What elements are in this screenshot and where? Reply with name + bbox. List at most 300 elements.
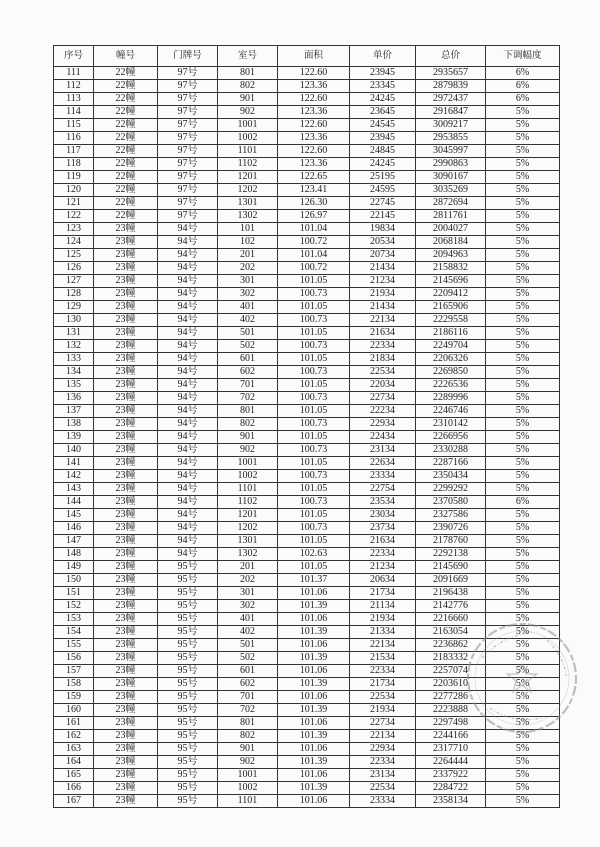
cell-seq: 141: [54, 457, 94, 470]
cell-reduction: 5%: [486, 717, 560, 730]
cell-room: 902: [218, 756, 278, 769]
cell-building: 22幢: [94, 210, 158, 223]
cell-total-price: 2277286: [416, 691, 486, 704]
cell-room: 1001: [218, 457, 278, 470]
cell-building: 23幢: [94, 366, 158, 379]
cell-unit-price: 21934: [350, 613, 416, 626]
cell-area: 101.05: [278, 353, 350, 366]
cell-seq: 118: [54, 158, 94, 171]
cell-seq: 155: [54, 639, 94, 652]
cell-door-number: 95号: [158, 574, 218, 587]
cell-door-number: 94号: [158, 327, 218, 340]
cell-area: 101.05: [278, 275, 350, 288]
cell-area: 100.72: [278, 236, 350, 249]
cell-area: 101.05: [278, 509, 350, 522]
cell-area: 122.60: [278, 67, 350, 80]
cell-area: 101.39: [278, 626, 350, 639]
cell-room: 802: [218, 730, 278, 743]
cell-room: 1301: [218, 535, 278, 548]
cell-reduction: 5%: [486, 249, 560, 262]
cell-reduction: 5%: [486, 795, 560, 808]
cell-unit-price: 21434: [350, 262, 416, 275]
cell-room: 402: [218, 314, 278, 327]
cell-area: 100.73: [278, 366, 350, 379]
cell-unit-price: 22434: [350, 431, 416, 444]
cell-building: 22幢: [94, 184, 158, 197]
cell-door-number: 94号: [158, 535, 218, 548]
table-row: [54, 678, 560, 691]
cell-reduction: 5%: [486, 652, 560, 665]
cell-reduction: 5%: [486, 379, 560, 392]
cell-area: 100.73: [278, 522, 350, 535]
cell-room: 501: [218, 639, 278, 652]
cell-building: 23幢: [94, 457, 158, 470]
cell-unit-price: 23134: [350, 444, 416, 457]
cell-area: 101.05: [278, 483, 350, 496]
cell-area: 100.73: [278, 288, 350, 301]
cell-reduction: 5%: [486, 691, 560, 704]
cell-building: 23幢: [94, 574, 158, 587]
cell-door-number: 97号: [158, 158, 218, 171]
cell-area: 101.06: [278, 795, 350, 808]
cell-room: 901: [218, 93, 278, 106]
cell-room: 1002: [218, 470, 278, 483]
cell-seq: 131: [54, 327, 94, 340]
cell-total-price: 2244166: [416, 730, 486, 743]
cell-seq: 120: [54, 184, 94, 197]
cell-building: 23幢: [94, 782, 158, 795]
cell-door-number: 94号: [158, 223, 218, 236]
cell-door-number: 94号: [158, 548, 218, 561]
cell-reduction: 5%: [486, 522, 560, 535]
cell-seq: 153: [54, 613, 94, 626]
cell-building: 23幢: [94, 327, 158, 340]
cell-room: 602: [218, 678, 278, 691]
cell-building: 23幢: [94, 314, 158, 327]
cell-total-price: 2337922: [416, 769, 486, 782]
cell-seq: 126: [54, 262, 94, 275]
cell-unit-price: 22334: [350, 340, 416, 353]
cell-building: 23幢: [94, 522, 158, 535]
cell-building: 23幢: [94, 665, 158, 678]
cell-reduction: 5%: [486, 457, 560, 470]
cell-building: 23幢: [94, 288, 158, 301]
cell-building: 23幢: [94, 431, 158, 444]
cell-total-price: 2206326: [416, 353, 486, 366]
cell-door-number: 97号: [158, 184, 218, 197]
cell-room: 201: [218, 561, 278, 574]
cell-reduction: 5%: [486, 288, 560, 301]
cell-room: 1302: [218, 210, 278, 223]
cell-room: 901: [218, 743, 278, 756]
cell-reduction: 5%: [486, 301, 560, 314]
cell-total-price: 2158832: [416, 262, 486, 275]
cell-door-number: 95号: [158, 613, 218, 626]
cell-unit-price: 22934: [350, 418, 416, 431]
cell-reduction: 5%: [486, 509, 560, 522]
cell-seq: 113: [54, 93, 94, 106]
cell-seq: 115: [54, 119, 94, 132]
cell-reduction: 5%: [486, 769, 560, 782]
cell-building: 23幢: [94, 405, 158, 418]
cell-building: 23幢: [94, 496, 158, 509]
cell-area: 101.06: [278, 639, 350, 652]
cell-unit-price: 21634: [350, 327, 416, 340]
cell-door-number: 94号: [158, 457, 218, 470]
cell-building: 23幢: [94, 223, 158, 236]
table-row: [54, 509, 560, 522]
cell-unit-price: 22145: [350, 210, 416, 223]
table-row: [54, 171, 560, 184]
cell-total-price: 2264444: [416, 756, 486, 769]
cell-building: 23幢: [94, 275, 158, 288]
cell-seq: 119: [54, 171, 94, 184]
table-row: [54, 249, 560, 262]
cell-building: 22幢: [94, 171, 158, 184]
cell-seq: 132: [54, 340, 94, 353]
cell-reduction: 5%: [486, 340, 560, 353]
cell-building: 23幢: [94, 613, 158, 626]
cell-total-price: 2390726: [416, 522, 486, 535]
cell-door-number: 94号: [158, 262, 218, 275]
cell-unit-price: 23534: [350, 496, 416, 509]
cell-seq: 129: [54, 301, 94, 314]
cell-unit-price: 19834: [350, 223, 416, 236]
cell-area: 100.73: [278, 392, 350, 405]
cell-room: 401: [218, 301, 278, 314]
cell-area: 123.41: [278, 184, 350, 197]
cell-area: 101.04: [278, 249, 350, 262]
table-row: [54, 327, 560, 340]
cell-area: 122.65: [278, 171, 350, 184]
cell-building: 23幢: [94, 340, 158, 353]
cell-room: 102: [218, 236, 278, 249]
cell-total-price: 2229558: [416, 314, 486, 327]
cell-seq: 137: [54, 405, 94, 418]
cell-total-price: 3045997: [416, 145, 486, 158]
table-row: [54, 197, 560, 210]
cell-seq: 160: [54, 704, 94, 717]
cell-seq: 144: [54, 496, 94, 509]
cell-reduction: 5%: [486, 119, 560, 132]
cell-room: 1002: [218, 132, 278, 145]
header-total-price: 总价: [416, 46, 486, 67]
cell-reduction: 5%: [486, 236, 560, 249]
cell-seq: 158: [54, 678, 94, 691]
cell-total-price: 2209412: [416, 288, 486, 301]
cell-unit-price: 21734: [350, 678, 416, 691]
cell-building: 23幢: [94, 301, 158, 314]
cell-building: 23幢: [94, 678, 158, 691]
cell-room: 801: [218, 67, 278, 80]
cell-area: 122.60: [278, 119, 350, 132]
cell-total-price: 2297498: [416, 717, 486, 730]
cell-door-number: 94号: [158, 249, 218, 262]
cell-seq: 112: [54, 80, 94, 93]
cell-door-number: 97号: [158, 145, 218, 158]
cell-seq: 130: [54, 314, 94, 327]
cell-total-price: 2091669: [416, 574, 486, 587]
cell-seq: 127: [54, 275, 94, 288]
table-row: [54, 665, 560, 678]
cell-area: 101.05: [278, 431, 350, 444]
cell-seq: 148: [54, 548, 94, 561]
cell-area: 101.39: [278, 600, 350, 613]
cell-reduction: 5%: [486, 483, 560, 496]
cell-area: 101.05: [278, 457, 350, 470]
table-row: [54, 652, 560, 665]
cell-door-number: 97号: [158, 171, 218, 184]
cell-seq: 167: [54, 795, 94, 808]
table-row: [54, 704, 560, 717]
cell-area: 101.04: [278, 223, 350, 236]
cell-unit-price: 21134: [350, 600, 416, 613]
table-row: [54, 184, 560, 197]
cell-total-price: 2249704: [416, 340, 486, 353]
cell-door-number: 97号: [158, 67, 218, 80]
cell-reduction: 5%: [486, 145, 560, 158]
table-row: [54, 80, 560, 93]
cell-room: 1201: [218, 171, 278, 184]
cell-total-price: 2165906: [416, 301, 486, 314]
cell-area: 122.60: [278, 93, 350, 106]
cell-total-price: 2935657: [416, 67, 486, 80]
cell-unit-price: 23345: [350, 80, 416, 93]
cell-seq: 140: [54, 444, 94, 457]
table-row: [54, 158, 560, 171]
cell-reduction: 5%: [486, 184, 560, 197]
cell-total-price: 3009217: [416, 119, 486, 132]
cell-building: 22幢: [94, 132, 158, 145]
cell-seq: 149: [54, 561, 94, 574]
cell-room: 1102: [218, 158, 278, 171]
cell-seq: 122: [54, 210, 94, 223]
cell-seq: 111: [54, 67, 94, 80]
table-row: [54, 626, 560, 639]
table-row: [54, 275, 560, 288]
cell-total-price: 2350434: [416, 470, 486, 483]
cell-building: 23幢: [94, 249, 158, 262]
table-row: [54, 561, 560, 574]
cell-building: 23幢: [94, 236, 158, 249]
cell-area: 102.63: [278, 548, 350, 561]
cell-reduction: 5%: [486, 418, 560, 431]
cell-building: 22幢: [94, 145, 158, 158]
cell-room: 601: [218, 353, 278, 366]
cell-total-price: 2226536: [416, 379, 486, 392]
cell-reduction: 5%: [486, 392, 560, 405]
cell-reduction: 5%: [486, 327, 560, 340]
cell-unit-price: 22134: [350, 314, 416, 327]
cell-door-number: 95号: [158, 795, 218, 808]
cell-unit-price: 22334: [350, 665, 416, 678]
cell-door-number: 94号: [158, 496, 218, 509]
cell-door-number: 97号: [158, 119, 218, 132]
cell-door-number: 94号: [158, 444, 218, 457]
cell-room: 801: [218, 405, 278, 418]
cell-seq: 161: [54, 717, 94, 730]
cell-area: 101.39: [278, 756, 350, 769]
cell-seq: 124: [54, 236, 94, 249]
header-room: 室号: [218, 46, 278, 67]
cell-area: 100.73: [278, 444, 350, 457]
cell-building: 22幢: [94, 67, 158, 80]
cell-door-number: 94号: [158, 366, 218, 379]
cell-room: 1101: [218, 795, 278, 808]
cell-unit-price: 22534: [350, 366, 416, 379]
cell-total-price: 2223888: [416, 704, 486, 717]
cell-room: 1202: [218, 522, 278, 535]
cell-unit-price: 23134: [350, 769, 416, 782]
cell-building: 23幢: [94, 795, 158, 808]
cell-reduction: 5%: [486, 171, 560, 184]
cell-area: 100.73: [278, 470, 350, 483]
cell-room: 1302: [218, 548, 278, 561]
cell-total-price: 2266956: [416, 431, 486, 444]
cell-door-number: 95号: [158, 717, 218, 730]
cell-unit-price: 24545: [350, 119, 416, 132]
header-door-number: 门牌号: [158, 46, 218, 67]
cell-room: 802: [218, 80, 278, 93]
cell-room: 1201: [218, 509, 278, 522]
cell-seq: 117: [54, 145, 94, 158]
cell-seq: 133: [54, 353, 94, 366]
cell-seq: 139: [54, 431, 94, 444]
cell-seq: 128: [54, 288, 94, 301]
cell-total-price: 3035269: [416, 184, 486, 197]
cell-unit-price: 25195: [350, 171, 416, 184]
cell-door-number: 97号: [158, 132, 218, 145]
cell-door-number: 95号: [158, 561, 218, 574]
cell-reduction: 5%: [486, 132, 560, 145]
cell-reduction: 5%: [486, 587, 560, 600]
cell-unit-price: 22334: [350, 548, 416, 561]
table-row: [54, 301, 560, 314]
cell-area: 100.72: [278, 262, 350, 275]
cell-room: 1202: [218, 184, 278, 197]
table-row: [54, 691, 560, 704]
table-row: [54, 340, 560, 353]
cell-building: 23幢: [94, 379, 158, 392]
cell-room: 1101: [218, 145, 278, 158]
cell-area: 101.39: [278, 678, 350, 691]
cell-area: 122.60: [278, 145, 350, 158]
cell-unit-price: 22234: [350, 405, 416, 418]
cell-room: 902: [218, 106, 278, 119]
cell-room: 1001: [218, 769, 278, 782]
cell-total-price: 2317710: [416, 743, 486, 756]
cell-door-number: 95号: [158, 626, 218, 639]
table-row: [54, 769, 560, 782]
header-unit-price: 单价: [350, 46, 416, 67]
cell-door-number: 95号: [158, 600, 218, 613]
cell-building: 23幢: [94, 418, 158, 431]
cell-seq: 156: [54, 652, 94, 665]
cell-door-number: 94号: [158, 275, 218, 288]
cell-unit-price: 20634: [350, 574, 416, 587]
cell-seq: 123: [54, 223, 94, 236]
table-row: [54, 717, 560, 730]
cell-building: 23幢: [94, 548, 158, 561]
cell-total-price: 2068184: [416, 236, 486, 249]
cell-area: 100.73: [278, 314, 350, 327]
table-row: [54, 535, 560, 548]
cell-seq: 121: [54, 197, 94, 210]
cell-area: 100.73: [278, 496, 350, 509]
cell-seq: 146: [54, 522, 94, 535]
cell-seq: 145: [54, 509, 94, 522]
cell-room: 1301: [218, 197, 278, 210]
cell-total-price: 2145696: [416, 275, 486, 288]
cell-door-number: 95号: [158, 639, 218, 652]
cell-reduction: 5%: [486, 600, 560, 613]
cell-reduction: 5%: [486, 366, 560, 379]
cell-unit-price: 22034: [350, 379, 416, 392]
cell-seq: 165: [54, 769, 94, 782]
cell-door-number: 95号: [158, 730, 218, 743]
cell-unit-price: 21334: [350, 626, 416, 639]
cell-total-price: 2196438: [416, 587, 486, 600]
cell-door-number: 95号: [158, 587, 218, 600]
cell-reduction: 5%: [486, 275, 560, 288]
cell-area: 101.06: [278, 665, 350, 678]
cell-seq: 164: [54, 756, 94, 769]
cell-area: 101.39: [278, 782, 350, 795]
cell-area: 101.39: [278, 704, 350, 717]
cell-unit-price: 21834: [350, 353, 416, 366]
cell-reduction: 5%: [486, 704, 560, 717]
cell-building: 23幢: [94, 743, 158, 756]
cell-room: 902: [218, 444, 278, 457]
cell-room: 701: [218, 379, 278, 392]
cell-reduction: 5%: [486, 444, 560, 457]
cell-building: 23幢: [94, 444, 158, 457]
cell-unit-price: 21534: [350, 652, 416, 665]
cell-seq: 150: [54, 574, 94, 587]
cell-building: 22幢: [94, 158, 158, 171]
cell-area: 101.05: [278, 379, 350, 392]
cell-unit-price: 23945: [350, 132, 416, 145]
cell-unit-price: 23334: [350, 470, 416, 483]
cell-reduction: 5%: [486, 613, 560, 626]
cell-building: 23幢: [94, 769, 158, 782]
cell-total-price: 2142776: [416, 600, 486, 613]
cell-unit-price: 23734: [350, 522, 416, 535]
cell-room: 901: [218, 431, 278, 444]
cell-seq: 162: [54, 730, 94, 743]
cell-unit-price: 22934: [350, 743, 416, 756]
table-row: [54, 288, 560, 301]
table-row: [54, 587, 560, 600]
cell-building: 23幢: [94, 756, 158, 769]
cell-total-price: 2953855: [416, 132, 486, 145]
cell-total-price: 2370580: [416, 496, 486, 509]
cell-building: 23幢: [94, 704, 158, 717]
cell-room: 1001: [218, 119, 278, 132]
table-row: [54, 795, 560, 808]
cell-area: 100.73: [278, 340, 350, 353]
table-row: [54, 613, 560, 626]
cell-door-number: 95号: [158, 769, 218, 782]
cell-building: 23幢: [94, 392, 158, 405]
cell-unit-price: 24245: [350, 158, 416, 171]
cell-seq: 157: [54, 665, 94, 678]
cell-room: 302: [218, 288, 278, 301]
cell-unit-price: 23034: [350, 509, 416, 522]
cell-building: 22幢: [94, 93, 158, 106]
cell-room: 601: [218, 665, 278, 678]
cell-total-price: 2094963: [416, 249, 486, 262]
